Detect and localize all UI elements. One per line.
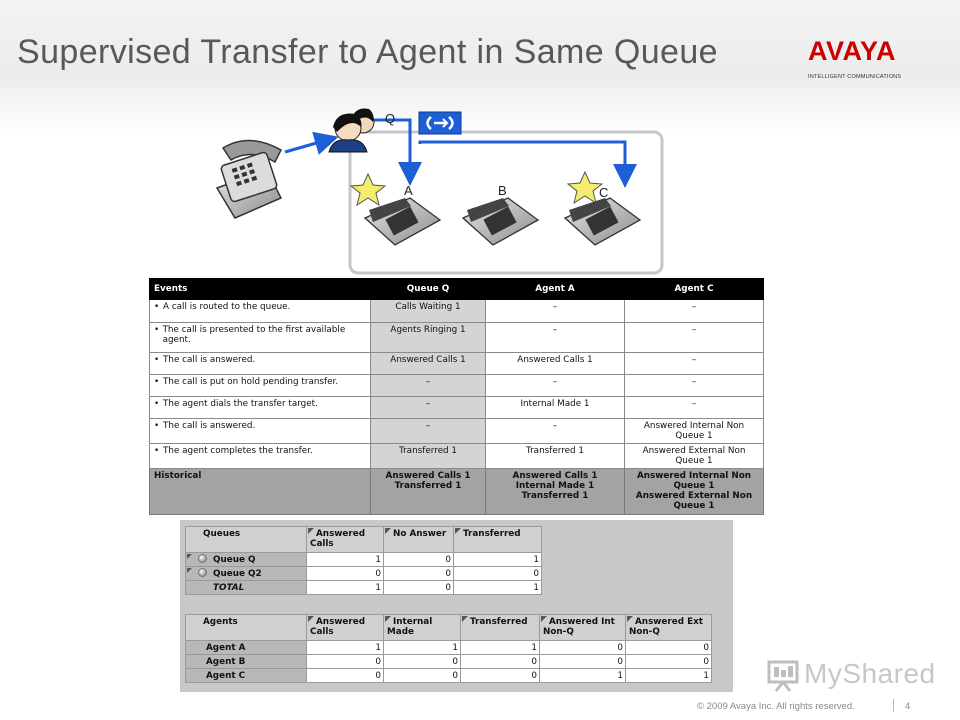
footer-divider <box>893 699 894 712</box>
agent-a-row-header[interactable]: Agent A <box>186 641 307 655</box>
value-cell: 0 <box>540 655 626 669</box>
historical-value: Answered External Non Queue 1 <box>635 491 753 511</box>
agent-a-cell: Internal Made 1 <box>486 397 625 419</box>
agent-c-cell: Answered Internal Non Queue 1 <box>625 419 764 444</box>
value-cell: 0 <box>384 655 461 669</box>
agent-c-cell: Answered External Non Queue 1 <box>625 444 764 469</box>
value-cell: 0 <box>626 641 712 655</box>
event-cell: • The call is put on hold pending transfer. <box>150 375 371 397</box>
agent-c-row-header[interactable]: Agent C <box>186 669 307 683</box>
answered-ext-non-q-col-header[interactable]: Answered Ext Non-Q <box>626 615 712 641</box>
value-cell: 0 <box>384 553 454 567</box>
table-row <box>186 581 542 595</box>
value-cell: 1 <box>540 669 626 683</box>
table-row <box>150 300 764 323</box>
historical-row <box>150 469 764 515</box>
value-cell: 1 <box>461 641 540 655</box>
queues-report-table <box>185 526 542 595</box>
value-cell: 1 <box>626 669 712 683</box>
logo-wordmark: AVAYA <box>808 36 897 66</box>
no-answer-col-header[interactable]: No Answer <box>384 527 454 553</box>
queue-q-cell: Transferred 1 <box>371 444 486 469</box>
caller-to-queue-arrow <box>285 140 327 152</box>
value-cell: 1 <box>307 553 384 567</box>
queue-q2-row-header[interactable]: Queue Q2 <box>186 567 307 581</box>
table-row <box>150 375 764 397</box>
agent-c-cell: – <box>625 323 764 353</box>
copyright-text: © 2009 Avaya Inc. All rights reserved. <box>697 701 855 712</box>
agent-a-cell: – <box>486 323 625 353</box>
value-cell: 0 <box>307 669 384 683</box>
transfer-icon <box>419 112 461 134</box>
answered-calls-col-header[interactable]: Answered Calls <box>307 527 384 553</box>
answered-calls-col-header[interactable]: Answered Calls <box>307 615 384 641</box>
agent-b-row-header[interactable]: Agent B <box>186 655 307 669</box>
queue-q-cell: – <box>371 375 486 397</box>
queues-col-header: Queues <box>186 527 307 553</box>
transferred-col-header[interactable]: Transferred <box>454 527 542 553</box>
agents-col-header: Agents <box>186 615 307 641</box>
historical-label: Historical <box>150 469 371 515</box>
historical-agent-a <box>486 469 625 515</box>
avaya-logo <box>808 38 918 80</box>
value-cell: 1 <box>307 581 384 595</box>
table-row <box>150 323 764 353</box>
table-row <box>186 641 712 655</box>
radio-icon <box>198 554 207 563</box>
logo-tagline: INTELLIGENT COMMUNICATIONS <box>808 74 902 80</box>
queue-q-cell: – <box>371 419 486 444</box>
table-row <box>150 444 764 469</box>
agent-a-label: A <box>404 183 413 198</box>
historical-value: Answered Calls 1 <box>385 471 471 481</box>
agent-a-cell: – <box>486 300 625 323</box>
table-row <box>186 553 542 567</box>
table-row <box>186 567 542 581</box>
event-cell: • A call is routed to the queue. <box>150 300 371 323</box>
myshared-watermark <box>766 656 936 692</box>
answered-int-non-q-col-header[interactable]: Answered Int Non-Q <box>540 615 626 641</box>
call-flow-diagram <box>205 100 675 278</box>
queue-q-cell: Calls Waiting 1 <box>371 300 486 323</box>
value-cell: 0 <box>461 655 540 669</box>
historical-value: Transferred 1 <box>394 481 462 491</box>
col-header-agent-c: Agent C <box>625 279 764 300</box>
historical-value: Internal Made 1 <box>515 481 595 491</box>
agent-c-cell: – <box>625 353 764 375</box>
value-cell: 0 <box>461 669 540 683</box>
agent-a-cell: – <box>486 419 625 444</box>
caller-phone-icon <box>217 140 281 218</box>
agent-a-cell: Answered Calls 1 <box>486 353 625 375</box>
queue-q-cell: Answered Calls 1 <box>371 353 486 375</box>
historical-value: Answered Calls 1 <box>512 471 598 481</box>
agent-c-cell: – <box>625 397 764 419</box>
table-row <box>150 419 764 444</box>
value-cell: 1 <box>454 581 542 595</box>
value-cell: 0 <box>454 567 542 581</box>
page-number: 4 <box>905 701 911 712</box>
agent-c-cell: – <box>625 375 764 397</box>
value-cell: 0 <box>307 655 384 669</box>
agents-header-row <box>186 615 712 641</box>
value-cell: 0 <box>540 641 626 655</box>
historical-value: Transferred 1 <box>521 491 589 501</box>
historical-agent-c <box>625 469 764 515</box>
agents-report-table <box>185 614 712 683</box>
total-row-header: TOTAL <box>186 581 307 595</box>
event-cell: • The call is answered. <box>150 353 371 375</box>
queue-q-row-header[interactable]: Queue Q <box>186 553 307 567</box>
table-row <box>186 655 712 669</box>
historical-queue-q <box>371 469 486 515</box>
watermark-text: MyShared <box>804 658 936 689</box>
historical-value: Answered Internal Non Queue 1 <box>636 471 752 491</box>
value-cell: 1 <box>454 553 542 567</box>
col-header-queue-q: Queue Q <box>371 279 486 300</box>
agent-c-cell: – <box>625 300 764 323</box>
agent-b-label: B <box>498 183 507 198</box>
queue-q-cell: – <box>371 397 486 419</box>
event-cell: • The call is answered. <box>150 419 371 444</box>
value-cell: 0 <box>384 567 454 581</box>
event-cell: • The agent dials the transfer target. <box>150 397 371 419</box>
report-panel <box>180 520 733 692</box>
queues-header-row <box>186 527 542 553</box>
events-table <box>149 278 764 515</box>
presentation-icon <box>766 658 800 692</box>
events-header-row <box>150 279 764 300</box>
table-row <box>150 397 764 419</box>
event-cell: • The call is presented to the first available agent. <box>150 323 371 353</box>
table-row <box>186 669 712 683</box>
transferred-col-header[interactable]: Transferred <box>461 615 540 641</box>
event-cell: • The agent completes the transfer. <box>150 444 371 469</box>
queue-q-cell: Agents Ringing 1 <box>371 323 486 353</box>
agent-a-cell: – <box>486 375 625 397</box>
value-cell: 0 <box>307 567 384 581</box>
slide-title: Supervised Transfer to Agent in Same Queue <box>17 33 718 71</box>
slide-footer <box>0 694 960 720</box>
agent-a-cell: Transferred 1 <box>486 444 625 469</box>
agent-c-label: C <box>599 185 609 200</box>
internal-made-col-header[interactable]: Internal Made <box>384 615 461 641</box>
value-cell: 1 <box>384 641 461 655</box>
queue-label: Q <box>385 111 396 126</box>
value-cell: 0 <box>384 669 461 683</box>
col-header-events: Events <box>150 279 371 300</box>
radio-icon <box>198 568 207 577</box>
value-cell: 0 <box>626 655 712 669</box>
value-cell: 0 <box>384 581 454 595</box>
table-row <box>150 353 764 375</box>
value-cell: 1 <box>307 641 384 655</box>
col-header-agent-a: Agent A <box>486 279 625 300</box>
